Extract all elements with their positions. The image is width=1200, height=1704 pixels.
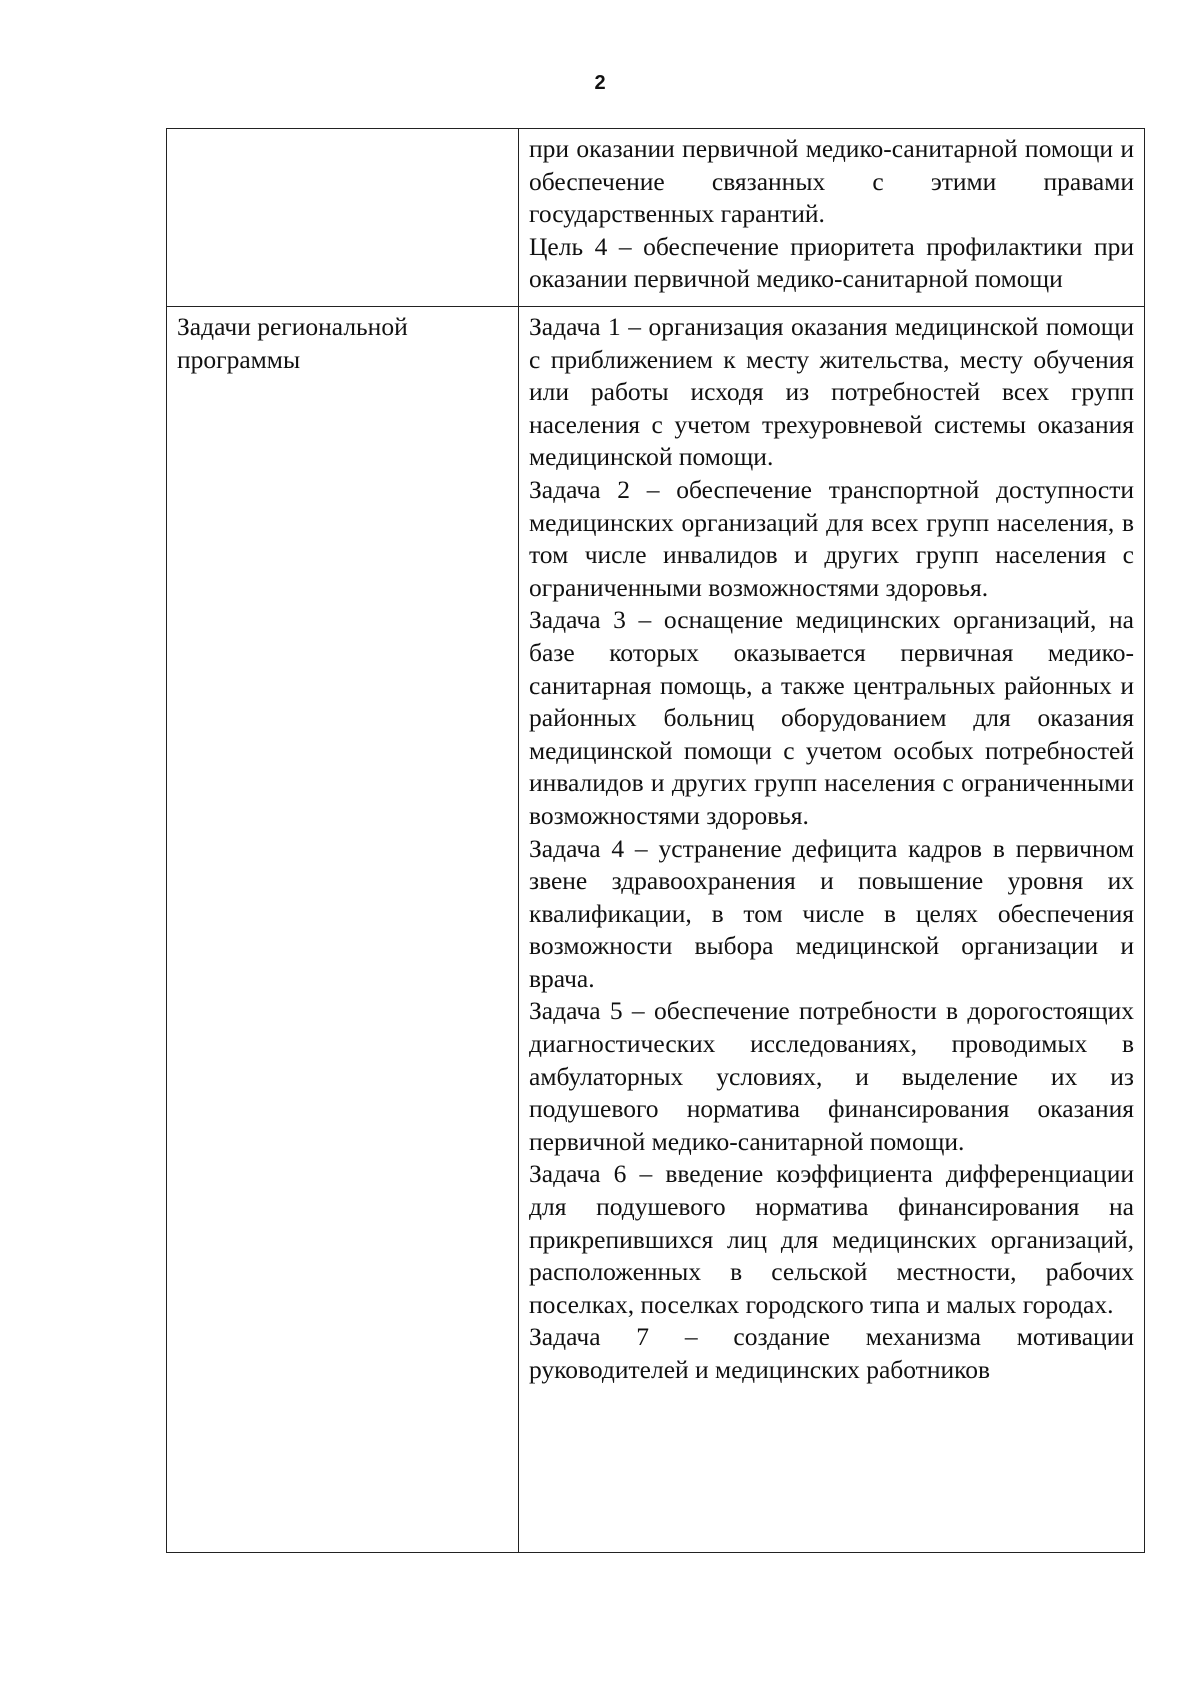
program-table (166, 128, 1145, 1553)
task-paragraph: Задача 7 – создание механизма мотивации руководителей и медицинских работников (529, 1322, 1134, 1384)
task-paragraph: Задача 1 – организация оказания медицинской помощи с приближением к месту жительства, месту обучения или работы исходя из потребностей всех групп населения с учетом трехуровневой системы оказания медицинской помощи. (529, 312, 1134, 472)
row-label-cell (167, 307, 519, 1553)
row-content-cell (519, 307, 1145, 1553)
task-paragraph: Задача 2 – обеспечение транспортной доступности медицинских организаций для всех групп населения, в том числе инвалидов и других групп населения с ограниченными возможностями здоровья. (529, 474, 1134, 602)
content-paragraph: Цель 4 – обеспечение приоритета профилактики при оказании первичной медико-санитарной помощи (529, 231, 1134, 294)
task-paragraph: Задача 4 – устранение дефицита кадров в первичном звене здравоохранения и повышение уровня их квалификации, в том числе в целях обеспечения возможности выбора медицинской организации и врача. (529, 833, 1134, 993)
row-label: Задачи региональной программы (177, 312, 408, 374)
table-row (167, 307, 1145, 1553)
task-paragraph: Задача 6 – введение коэффициента дифференциации для подушевого норматива финансирования на прикрепившихся лиц для медицинских организаций, расположенных в сельской местности, рабочих поселках, поселках городского типа и малых городах. (529, 1159, 1134, 1319)
row-label-cell (167, 129, 519, 307)
row-content-cell (519, 129, 1145, 307)
task-paragraph: Задача 3 – оснащение медицинских организаций, на базе которых оказывается первичная медико-санитарная помощь, а также центральных районных и районных больниц оборудованием для оказания медицинской помощи с учетом особых потребностей инвалидов и других групп населения с ограниченными возможностями здоровья. (529, 605, 1134, 830)
task-paragraph: Задача 5 – обеспечение потребности в дорогостоящих диагностических исследованиях, проводимых в амбулаторных условиях, и выделение их из подушевого норматива финансирования оказания первичной медико-санитарной помощи. (529, 996, 1134, 1156)
table-row (167, 129, 1145, 307)
content-paragraph: при оказании первичной медико-санитарной помощи и обеспечение связанных с этими правами государственных гарантий. (529, 134, 1134, 229)
page-number: 2 (594, 72, 606, 94)
